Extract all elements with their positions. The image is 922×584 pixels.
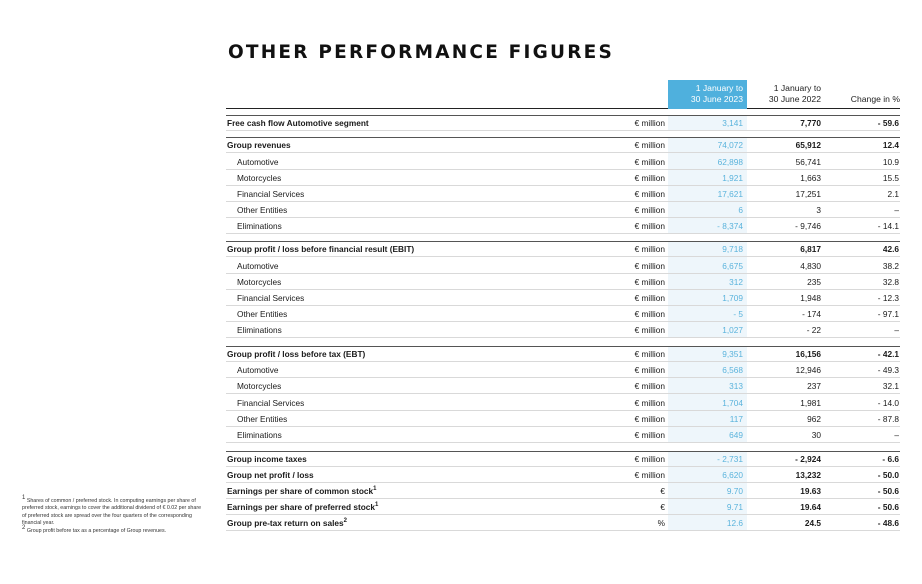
value-change-percent: - 14.1: [877, 221, 899, 231]
value-change-percent: - 12.3: [877, 293, 899, 303]
value-prior-period: 12,946: [795, 365, 821, 375]
row-unit: € million: [634, 398, 665, 408]
table-row: [226, 396, 900, 411]
value-current-period: - 5: [733, 309, 743, 319]
value-change-percent: - 42.1: [877, 349, 899, 359]
value-current-period: 9,718: [722, 244, 743, 254]
row-label-wrap: [227, 500, 378, 514]
table-row: [226, 307, 900, 322]
row-unit: € million: [634, 189, 665, 199]
table-row: [226, 452, 900, 467]
row-unit: € million: [634, 365, 665, 375]
value-current-period: 9,351: [722, 349, 743, 359]
row-unit: € million: [634, 325, 665, 335]
row-label: Eliminations: [237, 221, 282, 231]
table-row: [226, 116, 900, 131]
value-current-period: 6: [738, 205, 743, 215]
header-divider: [226, 108, 900, 109]
value-change-percent: 32.8: [882, 277, 899, 287]
value-prior-period: - 174: [802, 309, 821, 319]
column-header-prior-line2: 30 June 2022: [768, 94, 821, 104]
row-unit: € million: [634, 221, 665, 231]
row-label: Automotive: [237, 261, 279, 271]
column-header-current-line1: 1 January to: [695, 83, 743, 93]
table-row: [226, 412, 900, 427]
value-change-percent: - 59.6: [877, 118, 899, 128]
value-current-period: 62,898: [717, 157, 743, 167]
footnote-1-mark: 1: [22, 495, 26, 502]
value-change-percent: - 50.0: [877, 470, 899, 480]
row-label: Group pre-tax return on sales: [227, 518, 344, 528]
value-current-period: 6,568: [722, 365, 743, 375]
table-row: [226, 187, 900, 202]
value-current-period: 3,141: [722, 118, 743, 128]
value-current-period: 1,921: [722, 173, 743, 183]
column-header-current-line2: 30 June 2023: [690, 94, 743, 104]
row-label: Group profit / loss before tax (EBT): [227, 349, 366, 359]
row-label: Motorcycles: [237, 277, 282, 287]
value-current-period: 9.70: [726, 486, 743, 496]
row-label: Motorcycles: [237, 173, 282, 183]
table-row: [226, 155, 900, 170]
row-unit: € million: [634, 118, 665, 128]
row-unit: € million: [634, 470, 665, 480]
row-label-wrap: [227, 484, 377, 498]
table-row: [226, 203, 900, 218]
value-prior-period: 7,770: [800, 118, 821, 128]
row-unit: € million: [634, 430, 665, 440]
row-label: Group revenues: [227, 140, 291, 150]
row-unit: €: [660, 502, 665, 512]
value-prior-period: 19.64: [800, 502, 821, 512]
row-unit: € million: [634, 140, 665, 150]
row-label: Other Entities: [237, 414, 288, 424]
row-unit: € million: [634, 381, 665, 391]
value-prior-period: 24.5: [804, 518, 821, 528]
value-prior-period: - 9,746: [795, 221, 821, 231]
row-unit: € million: [634, 349, 665, 359]
row-unit: € million: [634, 173, 665, 183]
value-current-period: 312: [729, 277, 743, 287]
value-change-percent: 2.1: [887, 189, 899, 199]
table-row: [226, 138, 900, 153]
row-label: Automotive: [237, 365, 279, 375]
footnote-1: [22, 495, 202, 528]
table-row: [226, 323, 900, 338]
column-header-prior-line1: 1 January to: [773, 83, 821, 93]
value-prior-period: 16,156: [795, 349, 821, 359]
value-change-percent: 32.1: [882, 381, 899, 391]
table-row: [226, 291, 900, 306]
value-current-period: - 2,731: [717, 454, 743, 464]
value-current-period: 117: [729, 414, 743, 424]
footnote-1-text: Shares of common / preferred stock. In computing earnings per share of preferred stock, earnings to cover the additional dividend of € 0.02 per share of preferred stock are spread over the four quarters of the corresponding financial year.: [22, 498, 202, 527]
table-row: [226, 275, 900, 290]
row-label: Financial Services: [237, 189, 305, 199]
value-change-percent: - 97.1: [877, 309, 899, 319]
value-change-percent: - 50.6: [877, 502, 899, 512]
table-row: [226, 484, 900, 499]
table-row: [226, 171, 900, 186]
value-change-percent: - 14.0: [877, 398, 899, 408]
row-unit: %: [657, 518, 665, 528]
value-current-period: 649: [729, 430, 743, 440]
table-row: [226, 363, 900, 378]
row-label: Other Entities: [237, 309, 288, 319]
value-change-percent: 10.9: [882, 157, 899, 167]
value-prior-period: - 2,924: [795, 454, 821, 464]
value-prior-period: 17,251: [795, 189, 821, 199]
value-current-period: 6,620: [722, 470, 743, 480]
row-label: Financial Services: [237, 398, 305, 408]
footnote-ref: 1: [373, 486, 377, 493]
value-change-percent: - 87.8: [877, 414, 899, 424]
row-label-wrap: [227, 516, 347, 530]
row-label: Financial Services: [237, 293, 305, 303]
value-change-percent: - 6.6: [882, 454, 899, 464]
table-row: [226, 242, 900, 257]
value-prior-period: 1,981: [800, 398, 821, 408]
value-prior-period: 235: [807, 277, 821, 287]
row-unit: € million: [634, 244, 665, 254]
header-divider-current: [668, 108, 747, 109]
value-prior-period: 6,817: [800, 244, 821, 254]
table-row: [226, 468, 900, 483]
footnote-2-text: Group profit before tax as a percentage of Group revenues.: [26, 527, 167, 534]
row-label: Automotive: [237, 157, 279, 167]
value-current-period: 1,709: [722, 293, 743, 303]
value-current-period: 1,704: [722, 398, 743, 408]
value-prior-period: 237: [807, 381, 821, 391]
table-row: [226, 516, 900, 531]
value-current-period: - 8,374: [717, 221, 743, 231]
row-unit: € million: [634, 414, 665, 424]
footnote-2-mark: 2: [22, 524, 26, 531]
value-current-period: 9.71: [726, 502, 743, 512]
row-label: Group net profit / loss: [227, 470, 314, 480]
row-unit: € million: [634, 277, 665, 287]
value-prior-period: 3: [816, 205, 821, 215]
footnote-ref: 2: [343, 518, 347, 525]
row-unit: € million: [634, 261, 665, 271]
row-label: Motorcycles: [237, 381, 282, 391]
value-prior-period: 13,232: [795, 470, 821, 480]
value-prior-period: 65,912: [795, 140, 821, 150]
value-prior-period: 56,741: [795, 157, 821, 167]
footnotes: [22, 495, 202, 535]
row-label: Earnings per share of common stock: [227, 486, 374, 496]
value-current-period: 12.6: [726, 518, 743, 528]
value-prior-period: 962: [807, 414, 821, 424]
footnote-ref: 1: [375, 502, 379, 509]
page-title: OTHER PERFORMANCE FIGURES: [228, 42, 615, 63]
value-current-period: 74,072: [717, 140, 743, 150]
value-prior-period: - 22: [806, 325, 821, 335]
column-header-change: Change in %: [850, 94, 900, 104]
value-prior-period: 1,948: [800, 293, 821, 303]
value-current-period: 313: [729, 381, 743, 391]
value-change-percent: 38.2: [882, 261, 899, 271]
value-change-percent: - 49.3: [877, 365, 899, 375]
value-current-period: 1,027: [722, 325, 743, 335]
value-change-percent: 42.6: [882, 244, 899, 254]
table-row: [226, 379, 900, 394]
value-change-percent: - 50.6: [877, 486, 899, 496]
value-change-percent: –: [894, 205, 899, 215]
row-unit: € million: [634, 309, 665, 319]
row-label: Earnings per share of preferred stock: [227, 502, 376, 512]
table-row: [226, 259, 900, 274]
footnote-2: [22, 524, 202, 535]
row-label: Free cash flow Automotive segment: [227, 118, 369, 128]
value-prior-period: 1,663: [800, 173, 821, 183]
value-change-percent: –: [894, 325, 899, 335]
column-header-current-period: [668, 80, 747, 108]
value-change-percent: –: [894, 430, 899, 440]
row-label: Eliminations: [237, 430, 282, 440]
row-label: Eliminations: [237, 325, 282, 335]
row-label: Other Entities: [237, 205, 288, 215]
value-current-period: 17,621: [717, 189, 743, 199]
table-row: [226, 347, 900, 362]
value-prior-period: 4,830: [800, 261, 821, 271]
row-unit: € million: [634, 293, 665, 303]
value-prior-period: 19.63: [800, 486, 821, 496]
value-change-percent: 15.5: [882, 173, 899, 183]
value-current-period: 6,675: [722, 261, 743, 271]
table-row: [226, 219, 900, 234]
table-row: [226, 500, 900, 515]
row-unit: € million: [634, 454, 665, 464]
column-header-prior-period: [747, 80, 825, 108]
value-change-percent: 12.4: [882, 140, 899, 150]
row-label: Group income taxes: [227, 454, 307, 464]
row-unit: €: [660, 486, 665, 496]
table-row: [226, 428, 900, 443]
value-prior-period: 30: [811, 430, 821, 440]
row-unit: € million: [634, 205, 665, 215]
row-unit: € million: [634, 157, 665, 167]
row-label: Group profit / loss before financial result (EBIT): [227, 244, 415, 254]
value-change-percent: - 48.6: [877, 518, 899, 528]
